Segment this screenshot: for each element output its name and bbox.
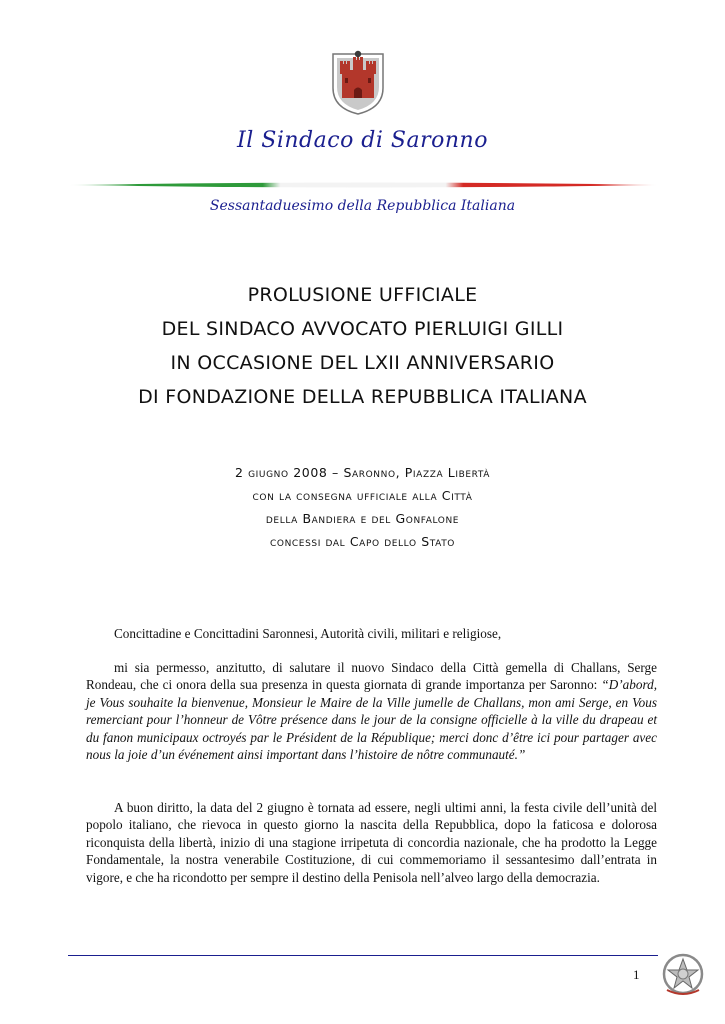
mayor-title: Il Sindaco di Saronno (237, 128, 488, 153)
greeting-paragraph (86, 625, 657, 642)
paragraph-1-quote: “D’abord, je Vous souhaite la bienvenue, Monsieur le Maire de la Ville jumelle de Challans, mon ami Serge, en Vous remerciant pour l’honneur de Vôtre présence dans le jour de la consigne officielle à la ville du drapeau et du fanon municipaux octroyés par le Président de la République; merci donc d’être ici pour partager avec nous la joie d’un événement ainsi important dans l’histoire de nôtre communauté.” (86, 677, 657, 763)
page-number: 1 (633, 967, 640, 982)
paragraph-2-text: A buon diritto, la data del 2 giugno è tornata ad essere, negli ultimi anni, la festa civile dell’unità del popolo italiano, che rievoca in questo giorno la nascita della Repubblica, dopo la faticosa e dolorosa riconquista della libertà, inizio di una stagione irripetuta di concordia nazionale, che ha prodotto la Legge Fondamentale, la nostra venerabile Costituzione, di cui commemoriamo il sessantesimo dall’entrata in vigore, e che ha ricondotto per sempre il destino della Penisola nell’alveo largo della democrazia. (86, 800, 657, 885)
paragraph-1-intro: mi sia permesso, anzitutto, di salutare il nuovo Sindaco della Città gemella di Challans, Serge Rondeau, che ci onora della sua presenza in questa giornata di grande importanza per Saronno: (86, 660, 657, 693)
mayor-subtitle: Sessantaduesimo della Repubblica Italiana (209, 198, 516, 214)
event-line-1: 2 giugno 2008 – Saronno, Piazza Libertà (234, 465, 491, 480)
tricolour-divider (68, 181, 658, 189)
paragraph-1 (86, 659, 657, 763)
event-line-2: con la consegna ufficiale alla Città (252, 488, 473, 503)
heading-line-4: DI FONDAZIONE DELLA REPUBBLICA ITALIANA (138, 386, 587, 408)
paragraph-2 (86, 799, 657, 886)
event-line-4: concessi dal Capo dello Stato (270, 534, 455, 549)
greeting-text: Concittadine e Concittadini Saronnesi, Autorità civili, militari e religiose, (114, 626, 502, 641)
heading-line-2: DEL SINDACO AVVOCATO PIERLUIGI GILLI (161, 318, 564, 340)
event-line-3: della Bandiera e del Gonfalone (265, 511, 460, 526)
republic-emblem-icon (661, 952, 705, 998)
footer-divider (68, 955, 658, 956)
saronno-crest-icon (329, 50, 387, 116)
heading-line-1: PROLUSIONE UFFICIALE (247, 284, 478, 306)
heading-line-3: IN OCCASIONE DEL LXII ANNIVERSARIO (170, 352, 555, 374)
